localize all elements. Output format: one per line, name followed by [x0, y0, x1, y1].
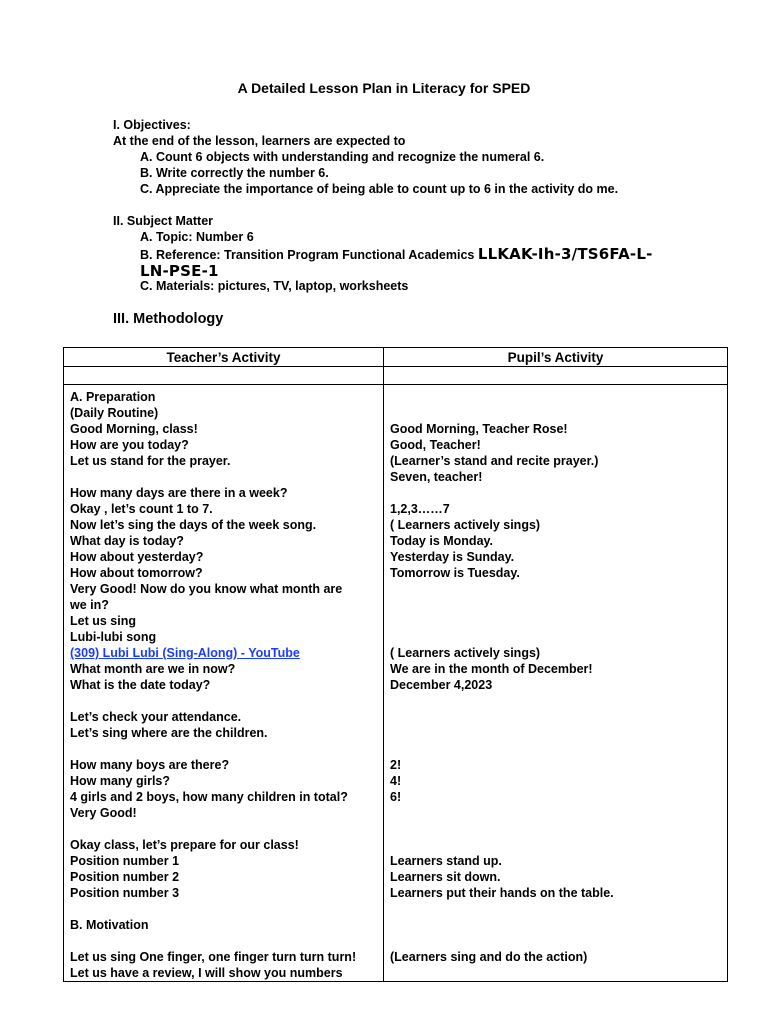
pupil-activity-line: [390, 613, 721, 629]
pupil-lines: [384, 385, 727, 981]
spacer-cell: [64, 367, 384, 385]
methodology-heading: III. Methodology: [113, 311, 224, 327]
teacher-activity-line: What day is today?: [70, 534, 184, 548]
pupil-activity-line: We are in the month of December!: [390, 662, 593, 676]
teacher-activity-line: How about yesterday?: [70, 550, 204, 564]
teacher-activity-line: Very Good!: [70, 806, 137, 820]
teacher-activity-line: Position number 2: [70, 870, 180, 884]
pupil-activity-line: Learners put their hands on the table.: [390, 886, 614, 900]
pupil-activity-line: [390, 805, 721, 821]
pupil-activity-line: Good Morning, Teacher Rose!: [390, 422, 568, 436]
pupil-activity-line: 2!: [390, 758, 402, 772]
teacher-lines: [64, 385, 383, 981]
teacher-activity-line: What month are we in now?: [70, 662, 236, 676]
teacher-activity-line: [70, 741, 377, 757]
teacher-activity-line: we in?: [70, 598, 109, 612]
teacher-activity-line: What is the date today?: [70, 678, 211, 692]
subject-materials: C. Materials: pictures, TV, laptop, worksheets: [140, 279, 409, 293]
table-spacer-row: [64, 367, 728, 385]
teacher-activity-line: Very Good! Now do you know what month are: [70, 582, 343, 596]
pupil-activity-line: [390, 693, 721, 709]
pupil-activity-line: [390, 629, 721, 645]
table-body-row: [64, 385, 728, 982]
pupil-activity-line: [390, 709, 721, 725]
teacher-activity-line: How many girls?: [70, 774, 171, 788]
activity-table: [63, 347, 728, 982]
teacher-activity-line: Position number 3: [70, 886, 180, 900]
pupil-activity-line: 4!: [390, 774, 402, 788]
pupil-activity-line: Seven, teacher!: [390, 470, 483, 484]
subject-topic: A. Topic: Number 6: [140, 230, 254, 244]
teacher-activity-line: [70, 933, 377, 949]
teacher-activity-header: Teacher’s Activity: [64, 348, 384, 367]
pupil-activity-line: 1,2,3……7: [390, 502, 450, 516]
objective-item: C. Appreciate the importance of being able to count up to 6 in the activity do me.: [140, 182, 619, 196]
teacher-activity-line: How many days are there in a week?: [70, 486, 288, 500]
teacher-activity-line: 4 girls and 2 boys, how many children in total?: [70, 790, 348, 804]
subject-reference: [140, 245, 653, 263]
pupil-activity-line: Learners stand up.: [390, 854, 502, 868]
pupil-activity-line: ( Learners actively sings): [390, 518, 541, 532]
pupil-activity-line: [390, 933, 721, 949]
pupil-activity-line: Learners sit down.: [390, 870, 501, 884]
pupil-activity-line: Yesterday is Sunday.: [390, 550, 515, 564]
teacher-activity-line: Good Morning, class!: [70, 422, 198, 436]
teacher-activity-line: A. Preparation: [70, 390, 156, 404]
reference-code: LLKAK-Ih-3/TS6FA-L-: [477, 245, 653, 263]
pupil-activity-line: 6!: [390, 790, 402, 804]
teacher-activity-line: How many boys are there?: [70, 758, 230, 772]
pupil-activity-line: [390, 485, 721, 501]
teacher-activity-cell: [64, 385, 384, 982]
teacher-activity-line: Lubi-lubi song: [70, 630, 157, 644]
teacher-activity-line: How about tomorrow?: [70, 566, 203, 580]
objectives-intro: At the end of the lesson, learners are expected to: [113, 134, 406, 148]
teacher-activity-line: [70, 693, 377, 709]
pupil-activity-line: [390, 581, 721, 597]
teacher-activity-line: (Daily Routine): [70, 406, 159, 420]
pupil-activity-line: [390, 965, 721, 981]
pupil-activity-line: ( Learners actively sings): [390, 646, 541, 660]
reference-code-continued: LN-PSE-1: [140, 262, 219, 280]
teacher-activity-line: Position number 1: [70, 854, 180, 868]
youtube-song-link[interactable]: (309) Lubi Lubi (Sing-Along) - YouTube: [70, 646, 300, 660]
pupil-activity-line: [390, 597, 721, 613]
pupil-activity-line: December 4,2023: [390, 678, 493, 692]
objective-item: A. Count 6 objects with understanding and recognize the numeral 6.: [140, 150, 545, 164]
pupil-activity-header: Pupil’s Activity: [384, 348, 728, 367]
pupil-activity-line: (Learners sing and do the action): [390, 950, 588, 964]
teacher-activity-line: Let us have a review, I will show you numbers: [70, 966, 343, 980]
reference-label: B. Reference: Transition Program Functional Academics: [140, 248, 478, 262]
teacher-activity-line: B. Motivation: [70, 918, 149, 932]
teacher-activity-line: Okay , let’s count 1 to 7.: [70, 502, 213, 516]
document-title: A Detailed Lesson Plan in Literacy for SPED: [237, 80, 531, 96]
pupil-activity-line: [390, 917, 721, 933]
pupil-activity-line: Good, Teacher!: [390, 438, 481, 452]
pupil-activity-line: Tomorrow is Tuesday.: [390, 566, 520, 580]
pupil-activity-line: [390, 901, 721, 917]
pupil-activity-cell: [384, 385, 728, 982]
spacer-cell: [384, 367, 728, 385]
objective-item: B. Write correctly the number 6.: [140, 166, 329, 180]
teacher-activity-line: Let us sing: [70, 614, 136, 628]
pupil-activity-line: [390, 837, 721, 853]
teacher-activity-line: Okay class, let’s prepare for our class!: [70, 838, 299, 852]
pupil-activity-line: [390, 741, 721, 757]
pupil-activity-line: [390, 725, 721, 741]
pupil-activity-line: [390, 821, 721, 837]
teacher-activity-line: [70, 821, 377, 837]
teacher-activity-line: Let’s check your attendance.: [70, 710, 242, 724]
objectives-heading: I. Objectives:: [113, 118, 191, 132]
teacher-activity-line: Let us stand for the prayer.: [70, 454, 231, 468]
teacher-activity-line: [70, 901, 377, 917]
subject-matter-heading: II. Subject Matter: [113, 214, 214, 228]
teacher-activity-line: Let us sing One finger, one finger turn turn turn!: [70, 950, 357, 964]
pupil-activity-line: (Learner’s stand and recite prayer.): [390, 454, 599, 468]
teacher-activity-line: Let’s sing where are the children.: [70, 726, 268, 740]
teacher-activity-line: [70, 469, 377, 485]
teacher-activity-line: Now let’s sing the days of the week song.: [70, 518, 317, 532]
table-header-row: [64, 348, 728, 367]
pupil-activity-line: Today is Monday.: [390, 534, 494, 548]
teacher-activity-line: How are you today?: [70, 438, 189, 452]
pupil-activity-line: [390, 389, 721, 405]
pupil-activity-line: [390, 405, 721, 421]
